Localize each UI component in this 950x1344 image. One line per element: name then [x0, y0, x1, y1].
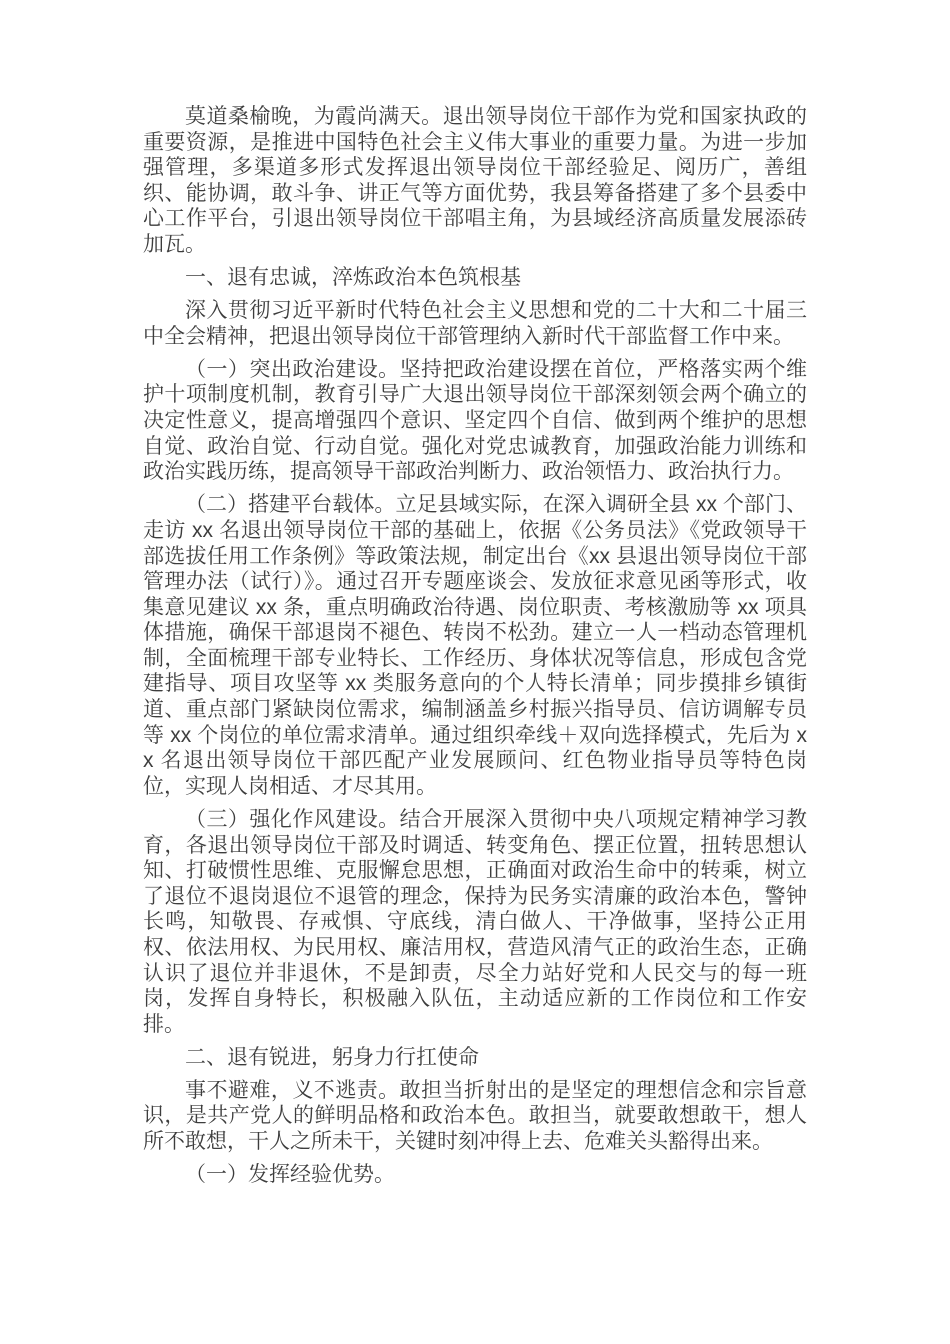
- section-two-intro-paragraph: 事不避难，义不逃责。敢担当折射出的是坚定的理想信念和宗旨意识，是共产党人的鲜明品格和政治本色。敢担当，就要敢想敢干，想人所不敢想，干人之所未干，关键时刻冲得上去、危难关头豁得出来。: [143, 1078, 807, 1154]
- opening-paragraph: 莫道桑榆晚，为霞尚满天。退出领导岗位干部作为党和国家执政的重要资源，是推进中国特色社会主义伟大事业的重要力量。为进一步加强管理，多渠道多形式发挥退出领导岗位干部经验足、阅历广，善组织、能协调，敢斗争、讲正气等方面优势，我县筹备搭建了多个县委中心工作平台，引退出领导岗位干部唱主角，为县域经济高质量发展添砖加瓦。: [143, 105, 807, 256]
- section-one-intro-paragraph: 深入贯彻习近平新时代特色社会主义思想和党的二十大和二十届三中全会精神，把退出领导岗位干部管理纳入新时代干部监督工作中来。: [143, 299, 807, 348]
- section-one-item-3-paragraph: （三）强化作风建设。结合开展深入贯彻中央八项规定精神学习教育，各退出领导岗位干部及时调适、转变角色、摆正位置，扭转思想认知、打破惯性思维、克服懈怠思想，正确面对政治生命中的转乘，树立了退位不退岗退位不退管的理念，保持为民务实清廉的政治本色，警钟长鸣，知敬畏、存戒惧、守底线，清白做人、干净做事，坚持公正用权、依法用权、为民用权、廉洁用权，营造风清气正的政治生态，正确认识了退位并非退休，不是卸责，尽全力站好党和人民交与的每一班岗，发挥自身特长，积极融入队伍，主动适应新的工作岗位和工作安排。: [143, 807, 807, 1036]
- section-one-heading: 一、退有忠诚，淬炼政治本色筑根基: [185, 266, 521, 290]
- section-one-item-1-paragraph: （一）突出政治建设。坚持把政治建设摆在首位，严格落实两个维护十项制度机制，教育引导广大退出领导岗位干部深刻领会两个确立的决定性意义，提高增强四个意识、坚定四个自信、做到两个维护的思想自觉、政治自觉、行动自觉。强化对党忠诚教育，加强政治能力训练和政治实践历练，提高领导干部政治判断力、政治领悟力、政治执行力。: [143, 357, 807, 484]
- section-two-heading: 二、退有锐进，躬身力行扛使命: [185, 1045, 479, 1069]
- section-two-item-1-paragraph: （一）发挥经验优势。: [185, 1163, 395, 1187]
- section-one-item-2-paragraph: （二）搭建平台载体。立足县域实际，在深入调研全县 xx 个部门、走访 xx 名退出领导岗位干部的基础上，依据《公务员法》《党政领导干部选拔任用工作条例》等政策法规，制定出台《xx 县退出领导岗位干部管理办法（试行）》。通过召开专题座谈会、发放征求意见函等形式，收集意见建议 xx 条，重点明确政治待遇、岗位职责、考核激励等 xx 项具体措施，确保干部退岗不褪色、转岗不松劲。建立一人一档动态管理机制，全面梳理干部专业特长、工作经历、身体状况等信息，形成包含党建指导、项目攻坚等 xx 类服务意向的个人特长清单；同步摸排乡镇街道、重点部门紧缺岗位需求，编制涵盖乡村振兴指导员、信访调解专员等 xx 个岗位的单位需求清单。通过组织牵线＋双向选择模式，先后为 xx 名退出领导岗位干部匹配产业发展顾问、红色物业指导员等特色岗位，实现人岗相适、才尽其用。: [143, 493, 807, 798]
- document-body: [143, 104, 807, 1188]
